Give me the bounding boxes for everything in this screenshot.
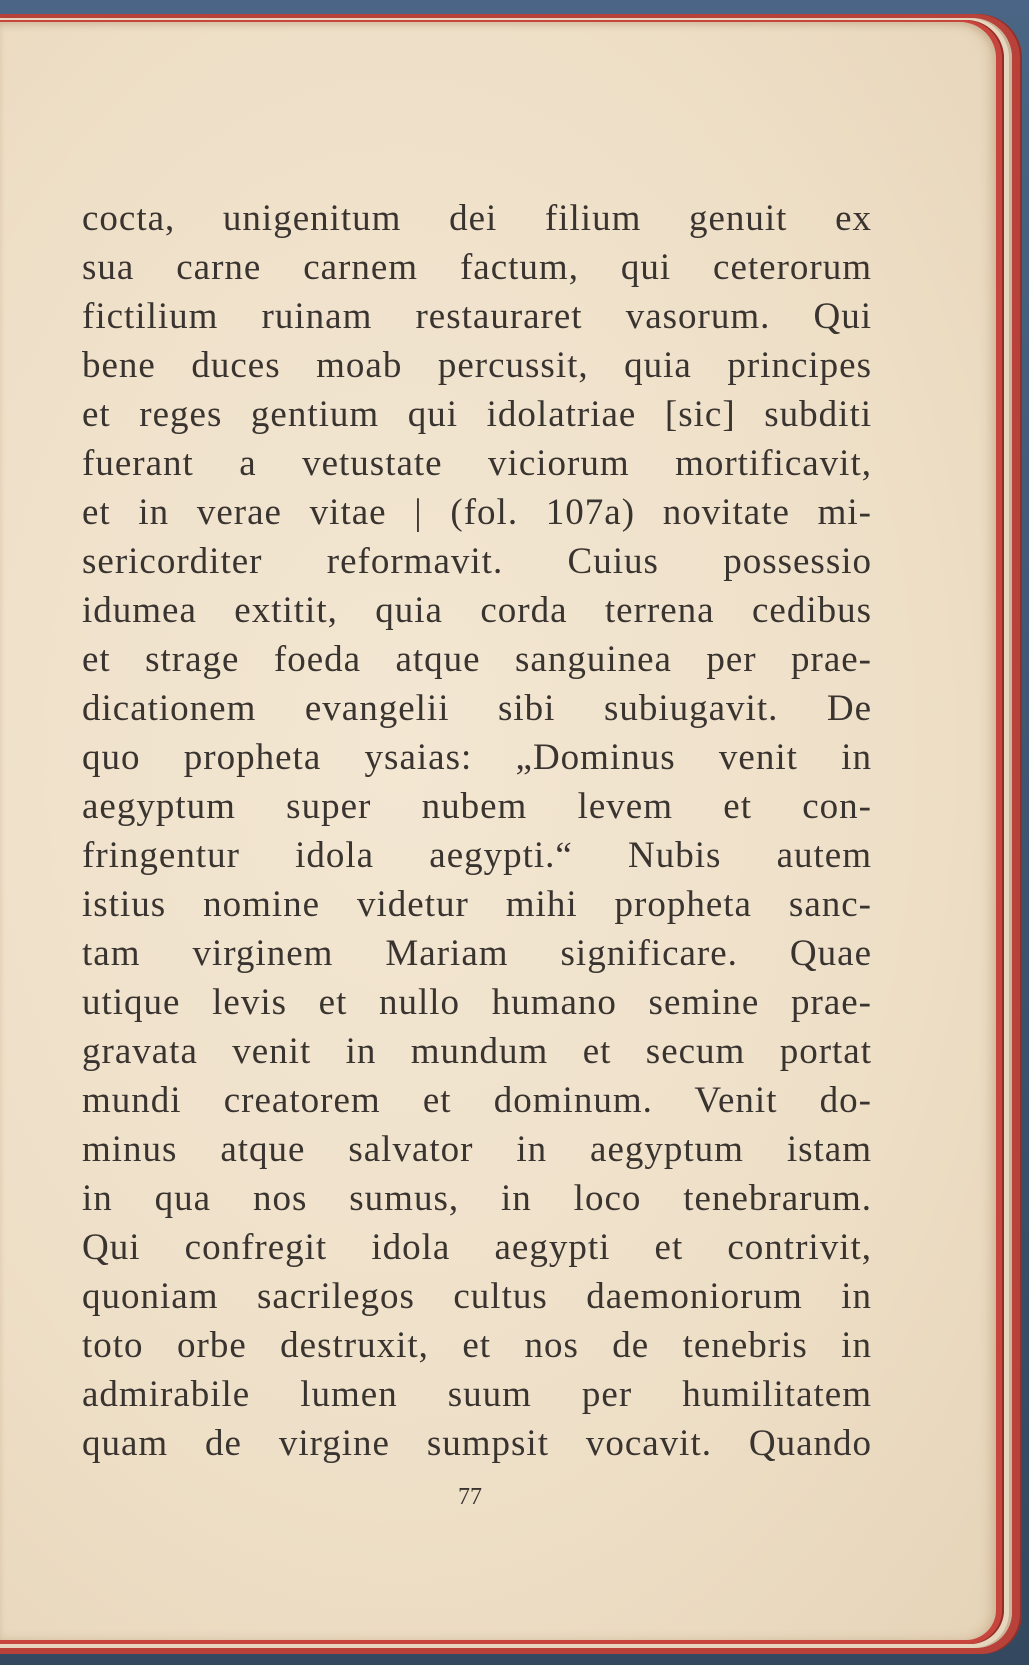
text-line: sua carne carnem factum, qui ceterorum [82, 247, 872, 288]
text-line: fuerant a vetustate viciorum mortificavit, [82, 443, 872, 484]
text-line: istius nomine videtur mihi propheta sanc- [82, 884, 872, 925]
text-line: bene duces moab percussit, quia principes [82, 345, 872, 386]
text-line: quoniam sacrilegos cultus daemoniorum in [82, 1276, 872, 1317]
text-line: Qui confregit idola aegypti et contrivit, [82, 1227, 872, 1268]
text-line: sericorditer reformavit. Cuius possessio [82, 541, 872, 582]
page-number: 77 [458, 1484, 482, 1510]
text-line: toto orbe destruxit, et nos de tenebris in [82, 1325, 872, 1366]
text-line: mundi creatorem et dominum. Venit do- [82, 1080, 872, 1121]
text-line: gravata venit in mundum et secum portat [82, 1031, 872, 1072]
text-line: minus atque salvator in aegyptum istam [82, 1129, 872, 1170]
text-line: fictilium ruinam restauraret vasorum. Qui [82, 296, 872, 337]
text-line: cocta, unigenitum dei filium genuit ex [82, 198, 872, 239]
text-line: in qua nos sumus, in loco tenebrarum. [82, 1178, 872, 1219]
text-line: et in verae vitae | (fol. 107a) novitate mi- [82, 492, 872, 533]
book-page [0, 22, 996, 1640]
text-line: et strage foeda atque sanguinea per prae- [82, 639, 872, 680]
text-line: et reges gentium qui idolatriae [sic] subditi [82, 394, 872, 435]
text-line: quam de virgine sumpsit vocavit. Quando [82, 1423, 872, 1464]
text-line: utique levis et nullo humano semine prae- [82, 982, 872, 1023]
body-text [82, 194, 872, 1468]
text-line: admirabile lumen suum per humilitatem [82, 1374, 872, 1415]
text-line: dicationem evangelii sibi subiugavit. De [82, 688, 872, 729]
text-line: idumea extitit, quia corda terrena cedibus [82, 590, 872, 631]
text-line: aegyptum super nubem levem et con- [82, 786, 872, 827]
text-line: tam virginem Mariam significare. Quae [82, 933, 872, 974]
text-line: fringentur idola aegypti.“ Nubis autem [82, 835, 872, 876]
text-line: quo propheta ysaias: „Dominus venit in [82, 737, 872, 778]
